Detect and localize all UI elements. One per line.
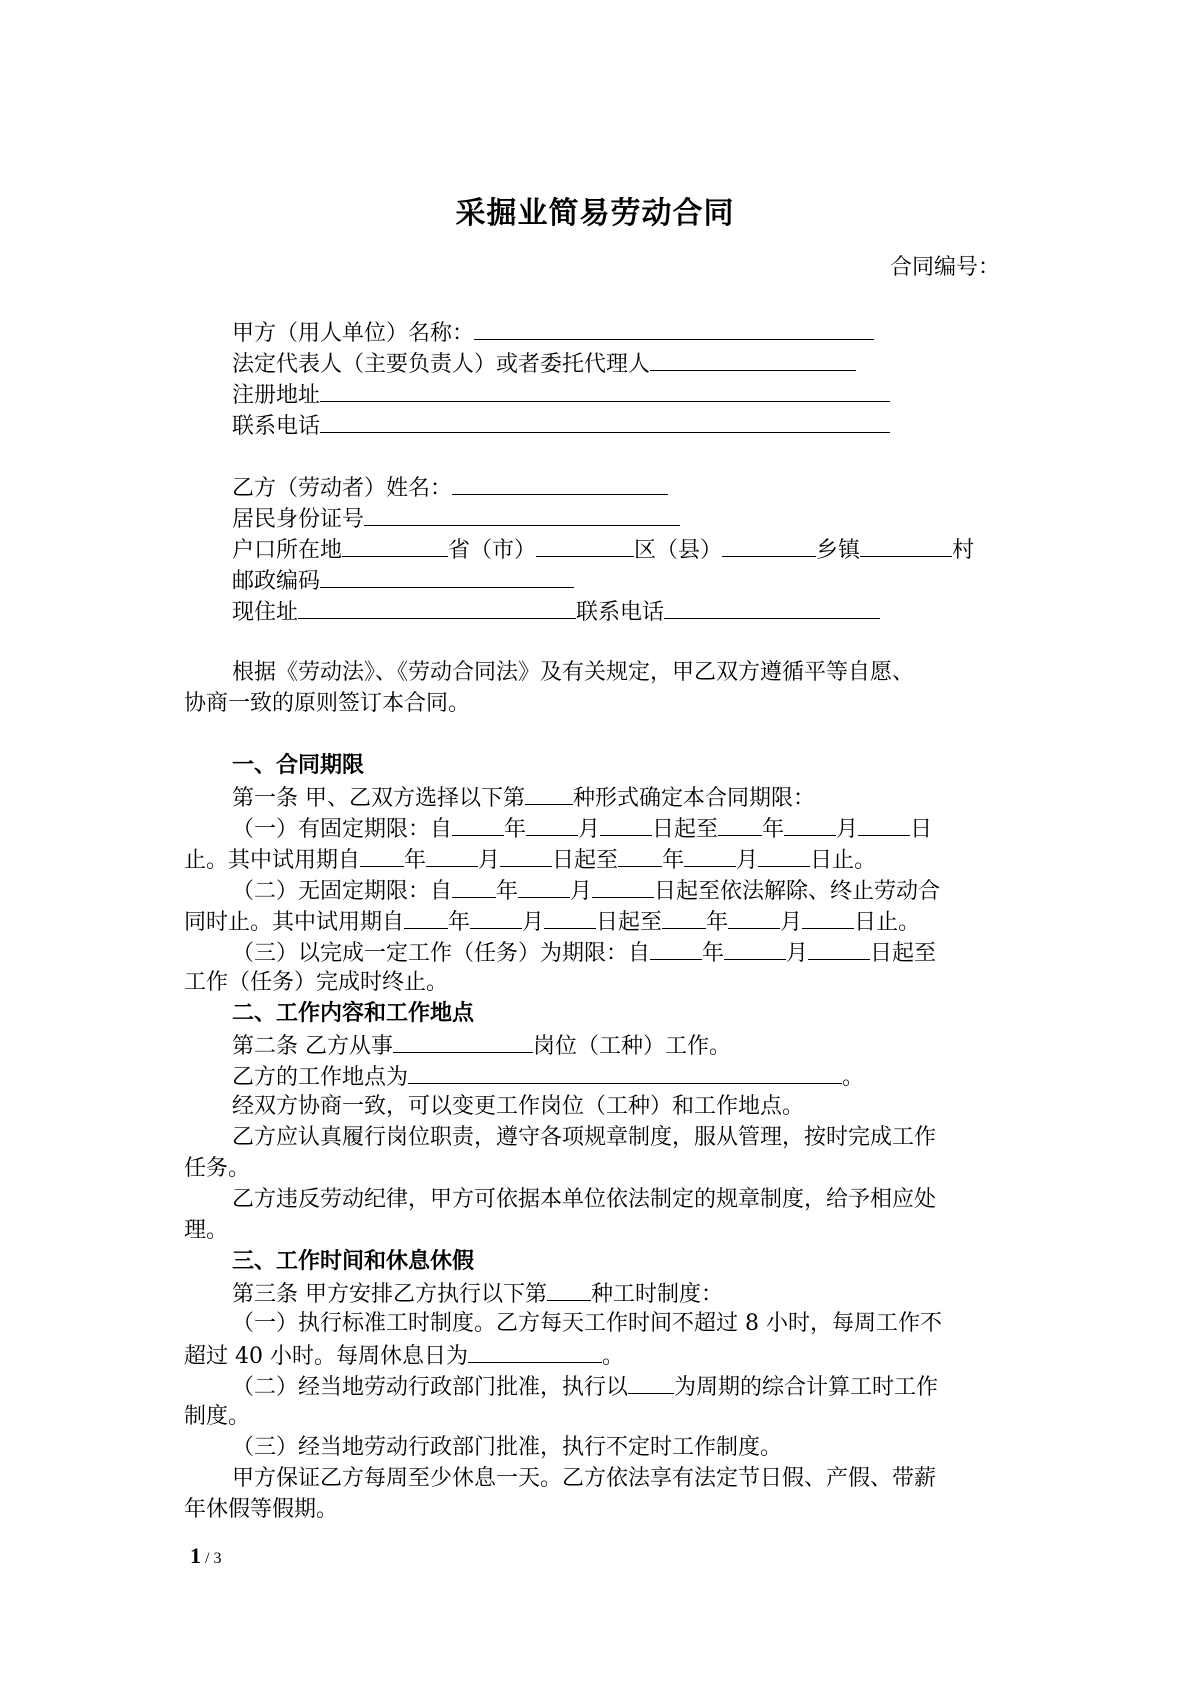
contract-number-label: 合同编号： (889, 255, 1000, 280)
open-probation-end-day-field[interactable] (802, 905, 854, 929)
article-1-row: 第一条 甲、乙双方选择以下第 种形式确定本合同期限： (0, 781, 1190, 812)
party-a-phone-row: 联系电话 (0, 409, 1190, 440)
standard-hours-line-2: 超过 40 小时。每周休息日为 。 (0, 1339, 1190, 1370)
open-probation-start-month-field[interactable] (470, 905, 522, 929)
party-b-postcode-field[interactable] (320, 564, 574, 588)
work-location-row: 乙方的工作地点为 。 (0, 1060, 1190, 1091)
section-2-para-1: 经双方协商一致，可以变更工作岗位（工种）和工作地点。 (232, 1094, 805, 1119)
party-b-phone-field[interactable] (664, 595, 880, 619)
work-location-field[interactable] (408, 1060, 842, 1084)
section-1-heading: 一、合同期限 (232, 753, 365, 778)
term-type-field[interactable] (525, 781, 573, 805)
party-b-postcode-row: 邮政编码 (0, 564, 1190, 595)
cycle-period-field[interactable] (628, 1370, 674, 1394)
party-a-address-field[interactable] (320, 378, 890, 402)
hukou-town-field[interactable] (722, 533, 816, 557)
fixed-term-probation-row: 止。其中试用期自 年 月 日起至 年 月 日止。 (0, 843, 1190, 874)
party-a-rep-field[interactable] (650, 347, 856, 371)
rest-para-line-2: 年休假等假期。 (184, 1497, 339, 1522)
open-term-probation-row: 同时止。其中试用期自 年 月 日起至 年 月 日止。 (0, 905, 1190, 936)
comprehensive-hours-line-2: 制度。 (184, 1404, 251, 1429)
intro-line-2: 协商一致的原则签订本合同。 (184, 691, 471, 716)
open-probation-end-month-field[interactable] (728, 905, 780, 929)
fixed-end-year-field[interactable] (718, 812, 762, 836)
page-current: 1 (190, 1543, 201, 1568)
section-2-para-3-line-1: 乙方违反劳动纪律，甲方可依据本单位依法制定的规章制度，给予相应处 (232, 1187, 937, 1212)
party-b-id-row: 居民身份证号 (0, 502, 1190, 533)
work-hours-type-field[interactable] (547, 1277, 591, 1301)
fixed-term-row: （一）有固定期限：自 年 月 日起至 年 月 日 (0, 812, 1190, 843)
hukou-district-field[interactable] (536, 533, 634, 557)
fixed-start-month-field[interactable] (526, 812, 578, 836)
open-term-row: （二）无固定期限：自 年 月 日起至依法解除、终止劳动合 (0, 874, 1190, 905)
party-b-address-row: 现住址 联系电话 (0, 595, 1190, 626)
party-a-address-row: 注册地址 (0, 378, 1190, 409)
weekly-rest-day-field[interactable] (468, 1339, 602, 1363)
task-start-year-field[interactable] (650, 936, 702, 960)
article-2-row: 第二条 乙方从事 岗位（工种）工作。 (0, 1029, 1190, 1060)
party-a-phone-field[interactable] (320, 409, 890, 433)
article-3-row: 第三条 甲方安排乙方执行以下第 种工时制度： (0, 1277, 1190, 1308)
section-2-para-2-line-1: 乙方应认真履行岗位职责，遵守各项规章制度，服从管理，按时完成工作 (232, 1125, 937, 1150)
intro-line-1: 根据《劳动法》、《劳动合同法》及有关规定，甲乙双方遵循平等自愿、 (232, 660, 915, 685)
party-a-name-row: 甲方（用人单位）名称： (0, 316, 1190, 347)
standard-hours-line-1: （一）执行标准工时制度。乙方每天工作时间不超过 8 小时，每周工作不 (232, 1311, 942, 1336)
fixed-end-day-field[interactable] (858, 812, 910, 836)
fixed-probation-end-year-field[interactable] (618, 843, 662, 867)
task-start-day-field[interactable] (808, 936, 870, 960)
task-term-row: （三）以完成一定工作（任务）为期限：自 年 月 日起至 (0, 936, 1190, 967)
fixed-start-day-field[interactable] (600, 812, 652, 836)
fixed-probation-start-year-field[interactable] (360, 843, 404, 867)
document-title: 采掘业简易劳动合同 (455, 196, 735, 231)
party-b-address-field[interactable] (298, 595, 576, 619)
flexible-hours-line: （三）经当地劳动行政部门批准，执行不定时工作制度。 (232, 1435, 783, 1460)
party-b-hukou-row: 户口所在地 省（市） 区（县） 乡镇 村 (0, 533, 1190, 564)
job-position-field[interactable] (393, 1029, 533, 1053)
section-2-para-3-line-2: 理。 (184, 1218, 229, 1243)
task-term-end-row: 工作（任务）完成时终止。 (184, 970, 449, 995)
fixed-probation-start-day-field[interactable] (500, 843, 552, 867)
fixed-probation-end-month-field[interactable] (684, 843, 736, 867)
rest-para-line-1: 甲方保证乙方每周至少休息一天。乙方依法享有法定节日假、产假、带薪 (232, 1466, 937, 1491)
hukou-village-field[interactable] (860, 533, 952, 557)
section-3-heading: 三、工作时间和休息休假 (232, 1249, 475, 1274)
fixed-probation-start-month-field[interactable] (426, 843, 478, 867)
section-2-para-2-line-2: 任务。 (184, 1156, 251, 1181)
fixed-start-year-field[interactable] (452, 812, 504, 836)
party-a-rep-row: 法定代表人（主要负责人）或者委托代理人 (0, 347, 1190, 378)
open-probation-start-day-field[interactable] (544, 905, 596, 929)
open-start-year-field[interactable] (452, 874, 496, 898)
party-b-id-field[interactable] (364, 502, 680, 526)
task-start-month-field[interactable] (724, 936, 786, 960)
hukou-province-field[interactable] (342, 533, 448, 557)
section-2-heading: 二、工作内容和工作地点 (232, 1001, 475, 1026)
comprehensive-hours-line-1: （二）经当地劳动行政部门批准，执行以 为周期的综合计算工时工作 (0, 1370, 1190, 1401)
open-start-month-field[interactable] (518, 874, 570, 898)
open-probation-start-year-field[interactable] (404, 905, 448, 929)
open-probation-end-year-field[interactable] (662, 905, 706, 929)
open-start-day-field[interactable] (592, 874, 654, 898)
page-total: / 3 (201, 1550, 222, 1567)
fixed-end-month-field[interactable] (784, 812, 836, 836)
party-b-name-row: 乙方（劳动者）姓名： (0, 471, 1190, 502)
party-a-name-field[interactable] (474, 316, 874, 340)
fixed-probation-end-day-field[interactable] (758, 843, 810, 867)
page-number (190, 1543, 221, 1569)
party-b-name-field[interactable] (452, 471, 668, 495)
